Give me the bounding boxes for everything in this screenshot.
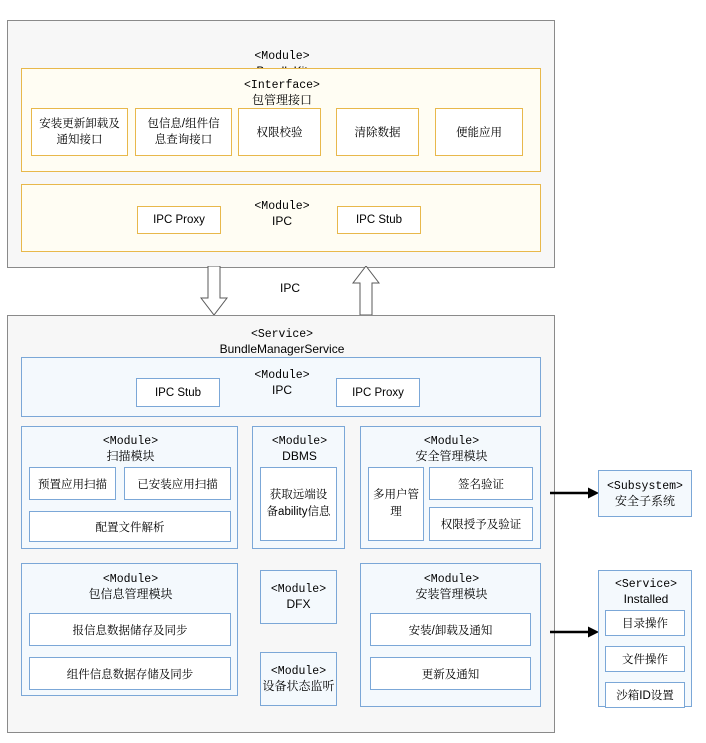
bottom-ipc-proxy-box[interactable]: IPC Proxy bbox=[336, 378, 420, 407]
bottom-ipc-name: IPC bbox=[271, 383, 292, 397]
security-module-header bbox=[361, 432, 542, 466]
dfx-module-stereotype: <Module> bbox=[270, 583, 327, 596]
security-module-stereotype: <Module> bbox=[423, 435, 480, 448]
scan-item-config-file-parse[interactable]: 配置文件解析 bbox=[29, 511, 231, 542]
security-subsystem-name: 安全子系统 bbox=[614, 493, 675, 508]
interface-item-enable-app[interactable]: 便能应用 bbox=[435, 108, 523, 156]
dbms-module-header bbox=[253, 432, 346, 466]
package-interface-name: 包管理接口 bbox=[251, 93, 312, 107]
installed-service-arrow bbox=[550, 626, 599, 638]
package-info-module-name: 包信息管理模块 bbox=[88, 587, 173, 601]
top-ipc-stub-box[interactable]: IPC Stub bbox=[337, 206, 421, 234]
top-ipc-name: IPC bbox=[271, 214, 292, 228]
bottom-ipc-module-container bbox=[21, 357, 541, 417]
bottom-ipc-header bbox=[22, 366, 542, 400]
scan-module-name: 扫描模块 bbox=[106, 449, 155, 463]
security-item-multi-user-manage[interactable]: 多用户管理 bbox=[368, 467, 424, 541]
bundlemanagerservice-stereotype: <Service> bbox=[250, 328, 314, 341]
package-info-item-component-data-store-sync[interactable]: 组件信息数据存储及同步 bbox=[29, 657, 231, 690]
install-item-install-uninstall-notify[interactable]: 安装/卸载及通知 bbox=[370, 613, 531, 646]
package-interface-header bbox=[22, 76, 542, 110]
scan-module-header bbox=[22, 432, 239, 466]
device-state-module-container bbox=[260, 652, 337, 706]
bundlekit-stereotype: <Module> bbox=[254, 50, 310, 63]
installed-service-name: Installed bbox=[623, 592, 669, 606]
install-item-update-notify[interactable]: 更新及通知 bbox=[370, 657, 531, 690]
dbms-item-remote-ability-info[interactable]: 获取远端设备ability信息 bbox=[260, 467, 337, 541]
package-info-item-report-data-store-sync[interactable]: 报信息数据储存及同步 bbox=[29, 613, 231, 646]
security-item-permission-grant-verify[interactable]: 权限授予及验证 bbox=[429, 507, 533, 541]
security-subsystem-stereotype: <Subsystem> bbox=[607, 479, 683, 493]
bottom-ipc-stub-box[interactable]: IPC Stub bbox=[136, 378, 220, 407]
dbms-module-name: DBMS bbox=[282, 449, 317, 463]
top-ipc-module-container bbox=[21, 184, 541, 252]
installed-item-sandbox-id-setting[interactable]: 沙箱ID设置 bbox=[605, 682, 685, 708]
security-item-signature-verify[interactable]: 签名验证 bbox=[429, 467, 533, 500]
package-info-module-stereotype: <Module> bbox=[102, 573, 159, 586]
bottom-ipc-stereotype: <Module> bbox=[254, 369, 310, 382]
ipc-arrow-up bbox=[352, 266, 380, 316]
install-module-header bbox=[361, 570, 542, 604]
installed-item-directory-operation[interactable]: 目录操作 bbox=[605, 610, 685, 636]
bundlemanagerservice-header bbox=[8, 325, 556, 359]
security-module-name: 安全管理模块 bbox=[415, 449, 488, 463]
dbms-module-stereotype: <Module> bbox=[271, 435, 328, 448]
device-state-module-name: 设备状态监听 bbox=[262, 679, 335, 693]
top-ipc-header bbox=[22, 197, 542, 231]
package-info-module-header bbox=[22, 570, 239, 604]
installed-service-stereotype: <Service> bbox=[614, 578, 678, 591]
interface-item-package-info-query[interactable]: 包信息/组件信息查询接口 bbox=[135, 108, 232, 156]
scan-item-installed-app-scan[interactable]: 已安装应用扫描 bbox=[124, 467, 231, 500]
ipc-connector-label: IPC bbox=[279, 281, 300, 295]
ipc-arrow-down bbox=[200, 266, 228, 316]
security-subsystem-box bbox=[598, 470, 692, 517]
interface-item-clear-data[interactable]: 清除数据 bbox=[336, 108, 419, 156]
top-ipc-proxy-box[interactable]: IPC Proxy bbox=[137, 206, 221, 234]
install-module-name: 安装管理模块 bbox=[415, 587, 488, 601]
bundlemanagerservice-name: BundleManagerService bbox=[219, 342, 345, 356]
top-ipc-stereotype: <Module> bbox=[254, 200, 310, 213]
dfx-module-name: DFX bbox=[286, 597, 311, 611]
package-interface-stereotype: <Interface> bbox=[244, 79, 320, 92]
interface-item-install-update-uninstall[interactable]: 安装更新卸载及通知接口 bbox=[31, 108, 128, 156]
installed-service-header bbox=[599, 575, 693, 609]
installed-item-file-operation[interactable]: 文件操作 bbox=[605, 646, 685, 672]
scan-module-stereotype: <Module> bbox=[102, 435, 159, 448]
dfx-module-container bbox=[260, 570, 337, 624]
device-state-module-stereotype: <Module> bbox=[270, 665, 327, 678]
scan-item-preset-app-scan[interactable]: 预置应用扫描 bbox=[29, 467, 116, 500]
interface-item-permission-check[interactable]: 权限校验 bbox=[238, 108, 321, 156]
install-module-stereotype: <Module> bbox=[423, 573, 480, 586]
security-subsystem-arrow bbox=[550, 487, 599, 499]
